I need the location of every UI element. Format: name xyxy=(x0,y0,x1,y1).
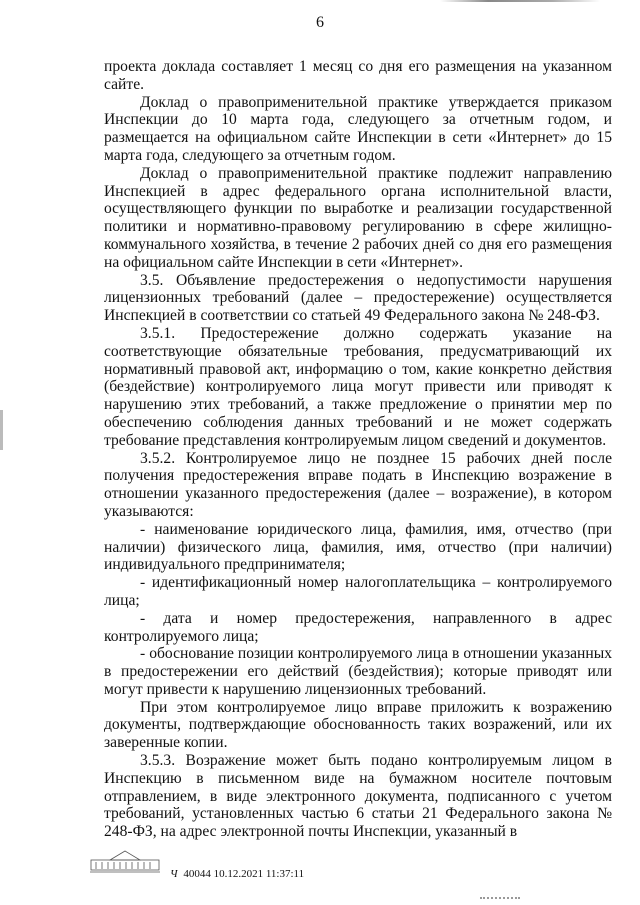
registration-mark: Ч xyxy=(170,868,178,880)
paragraph-section-3-5-3: 3.5.3. Возражение может быть подано контролируемым лицом в Инспекцию в письменном виде на бумажном носителе почтовым отправлением, в виде электронного документа, подписанного с учетом требований, установленных частью 6 статьи 21 Федерального закона № 248-ФЗ, на адрес электронной почты Инспекции, указанный в xyxy=(104,752,612,841)
list-item: - идентификационный номер налогоплательщика – контролируемого лица; xyxy=(104,574,612,609)
registration-footer xyxy=(170,868,304,880)
list-item: - наименование юридического лица, фамилия, имя, отчество (при наличии) физического лица, фамилия, имя, отчество (при наличии) индивидуального предпринимателя; xyxy=(104,520,612,574)
paragraph-section-3-5-1: 3.5.1. Предостережение должно содержать указание на соответствующие обязательные требования, предусматривающий их нормативный правовой акт, информацию о том, какие конкретно действия (бездействие) контролируемого лица могут привести или приводят к нарушению этих требований, а также предложение о принятии мер по обеспечению соблюдения данных требований и не может содержать требование представления контролируемым лицом сведений и документов. xyxy=(104,324,612,449)
registration-number-timestamp: 40044 10.12.2021 11:37:11 xyxy=(183,868,305,880)
scan-artifact-top xyxy=(440,0,600,2)
document-body xyxy=(104,58,612,841)
paragraph: Доклад о правоприменительной практике утверждается приказом Инспекции до 10 марта года, следующего за отчетным годом, и размещается на официальном сайте Инспекции в сети «Интернет» до 15 марта года, следующего за отчетным годом. xyxy=(104,93,612,164)
list-item: - обоснование позиции контролируемого лица в отношении указанных в предостережении его действий (бездействия); которые приводят или могут привести к нарушению лицензионных требований. xyxy=(104,645,612,698)
scan-artifact-left xyxy=(0,410,3,450)
paragraph: Доклад о правоприменительной практике подлежит направлению Инспекцией в адрес федерального органа исполнительной власти, осуществляющего функции по выработке и реализации государственной политики и нормативно-правовому регулированию в сфере жилищно-коммунального хозяйства, в течение 2 рабочих дней со дня его размещения на официальном сайте Инспекции в сети «Интернет». xyxy=(104,164,612,271)
paragraph-continuation: проекта доклада составляет 1 месяц со дня его размещения на указанном сайте. xyxy=(104,58,612,93)
list-item: - дата и номер предостережения, направленного в адрес контролируемого лица; xyxy=(104,609,612,645)
page-number: 6 xyxy=(316,14,324,31)
registry-stamp-icon xyxy=(90,848,160,874)
paragraph: При этом контролируемое лицо вправе приложить к возражению документы, подтверждающие обоснованность таких возражений, или их заверенные копии. xyxy=(104,698,612,752)
paragraph-section-3-5: 3.5. Объявление предостережения о недопустимости нарушения лицензионных требований (далее – предостережение) осуществляется Инспекцией в соответствии со статьей 49 Федерального закона № 248-ФЗ. xyxy=(104,271,612,325)
scan-artifact-bottom xyxy=(480,895,520,899)
paragraph-section-3-5-2: 3.5.2. Контролируемое лицо не позднее 15 рабочих дней после получения предостережения вправе подать в Инспекцию возражение в отношении указанного предостережения (далее – возражение), в котором указываются: xyxy=(104,449,612,520)
